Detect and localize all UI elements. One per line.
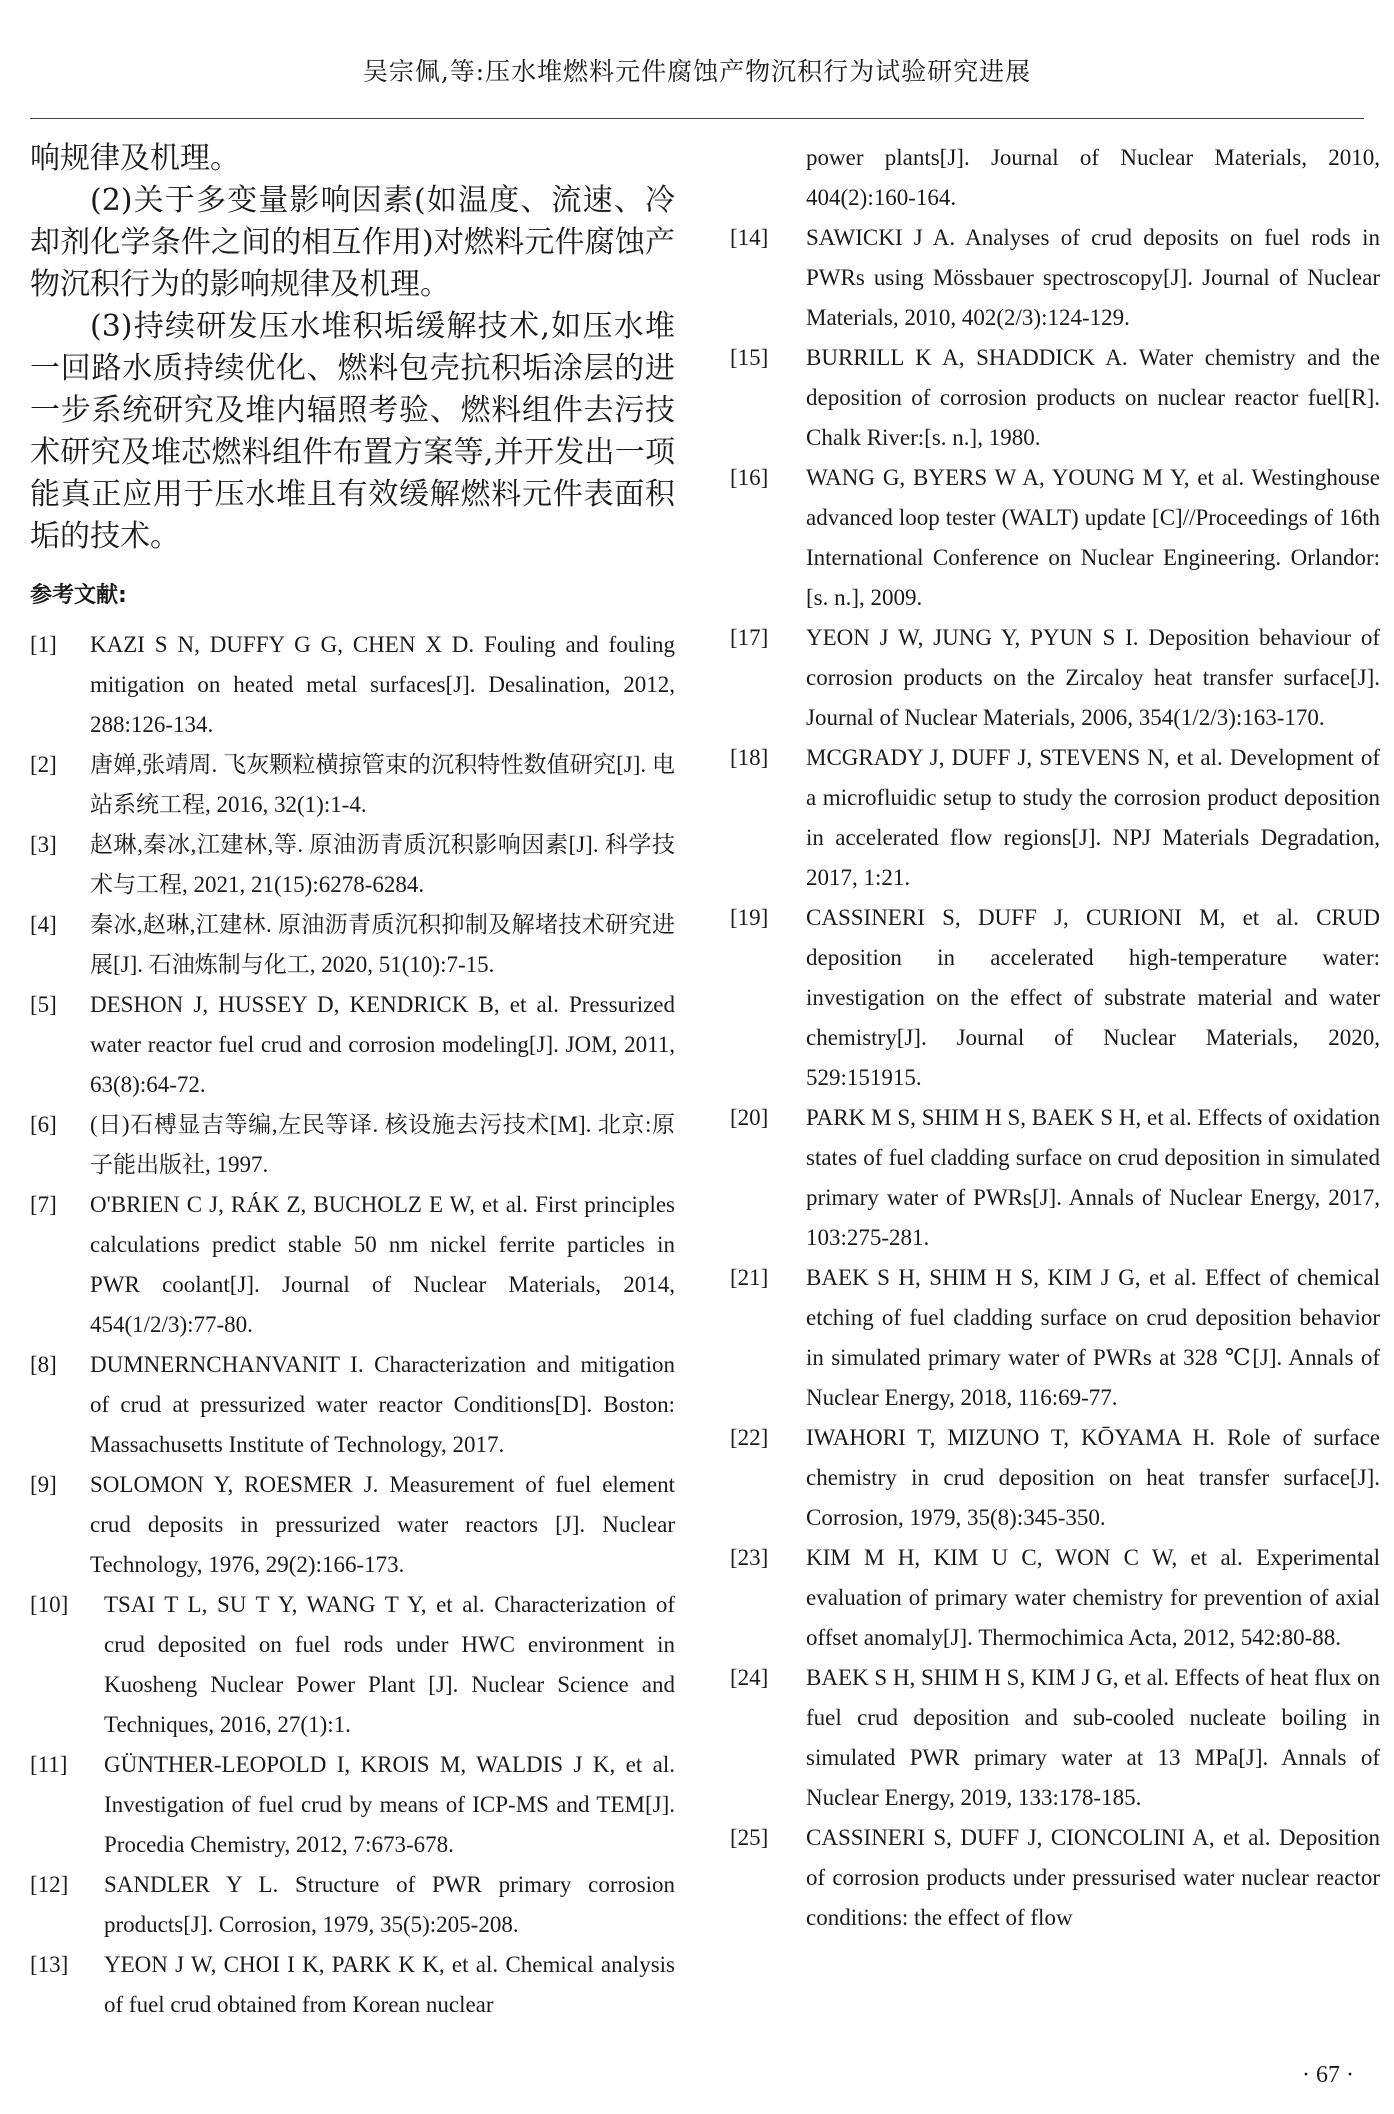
reference-number: [5] <box>30 992 57 1017</box>
reference-item <box>730 338 1380 458</box>
reference-number: [22] <box>730 1425 769 1450</box>
reference-text: SAWICKI J A. Analyses of crud deposits on fuel rods in PWRs using Mössbauer spectroscopy[J]. Journal of Nuclear Materials, 2010, 402(2/3):124-129. <box>806 225 1380 330</box>
references-heading: 参考文献: <box>30 583 127 608</box>
conclusion-text <box>30 138 675 558</box>
reference-number: [4] <box>30 912 57 937</box>
reference-item <box>730 1818 1380 1938</box>
reference-text: SOLOMON Y, ROESMER J. Measurement of fuel element crud deposits in pressurized water reactors [J]. Nuclear Technology, 1976, 29(2):166-173. <box>90 1472 675 1577</box>
reference-text: IWAHORI T, MIZUNO T, KŌYAMA H. Role of surface chemistry in crud deposition on heat transfer surface[J]. Corrosion, 1979, 35(8):345-350. <box>806 1425 1380 1530</box>
reference-text: PARK M S, SHIM H S, BAEK S H, et al. Effects of oxidation states of fuel cladding surface on crud deposition in simulated primary water of PWRs[J]. Annals of Nuclear Energy, 2017, 103:275-281. <box>806 1105 1380 1250</box>
reference-text: MCGRADY J, DUFF J, STEVENS N, et al. Development of a microfluidic setup to study the corrosion product deposition in accelerated flow regions[J]. NPJ Materials Degradation, 2017, 1:21. <box>806 745 1380 890</box>
reference-item <box>730 898 1380 1098</box>
reference-item <box>30 825 675 905</box>
reference-text: SANDLER Y L. Structure of PWR primary corrosion products[J]. Corrosion, 1979, 35(5):205-208. <box>104 1872 675 1937</box>
reference-number: [14] <box>730 225 769 250</box>
reference-item <box>30 985 675 1105</box>
reference-number: [20] <box>730 1105 769 1130</box>
reference-item <box>30 1465 675 1585</box>
reference-number: [18] <box>730 745 769 770</box>
reference-item <box>730 618 1380 738</box>
reference-item <box>730 1658 1380 1818</box>
reference-number: [7] <box>30 1192 57 1217</box>
reference-text: power plants[J]. Journal of Nuclear Materials, 2010, 404(2):160-164. <box>806 145 1380 210</box>
reference-text: CASSINERI S, DUFF J, CURIONI M, et al. CRUD deposition in accelerated high-temperature water: investigation on the effect of substrate material and water chemistry[J]. Journal of Nuclear Materials, 2020, 529:151915. <box>806 905 1380 1090</box>
reference-number: [2] <box>30 752 57 777</box>
reference-item <box>30 1865 675 1945</box>
left-column <box>30 138 675 2025</box>
reference-number: [25] <box>730 1825 769 1850</box>
reference-text: 秦冰,赵琳,江建林. 原油沥青质沉积抑制及解堵技术研究进展[J]. 石油炼制与化工, 2020, 51(10):7-15. <box>90 912 675 977</box>
reference-number: [19] <box>730 905 769 930</box>
reference-text: YEON J W, CHOI I K, PARK K K, et al. Chemical analysis of fuel crud obtained from Korean nuclear <box>104 1952 675 2017</box>
reference-number: [1] <box>30 632 57 657</box>
reference-item <box>30 1105 675 1185</box>
header-rule <box>30 118 1364 119</box>
paragraph-2: (2)关于多变量影响因素(如温度、流速、冷却剂化学条件之间的相互作用)对燃料元件腐蚀产物沉积行为的影响规律及机理。 <box>30 183 675 302</box>
reference-text: BAEK S H, SHIM H S, KIM J G, et al. Effects of heat flux on fuel crud deposition and sub-cooled nucleate boiling in simulated PWR primary water at 13 MPa[J]. Annals of Nuclear Energy, 2019, 133:178-185. <box>806 1665 1380 1810</box>
reference-number: [13] <box>30 1952 69 1977</box>
reference-continuation <box>730 138 1380 218</box>
reference-text: DESHON J, HUSSEY D, KENDRICK B, et al. Pressurized water reactor fuel crud and corrosion modeling[J]. JOM, 2011, 63(8):64-72. <box>90 992 675 1097</box>
reference-item <box>730 1418 1380 1538</box>
reference-item <box>30 625 675 745</box>
reference-item <box>30 905 675 985</box>
reference-number: [23] <box>730 1545 769 1570</box>
reference-item <box>30 1185 675 1345</box>
reference-item <box>30 1745 675 1865</box>
running-header: 吴宗佩,等:压水堆燃料元件腐蚀产物沉积行为试验研究进展 <box>362 57 1032 86</box>
reference-text: TSAI T L, SU T Y, WANG T Y, et al. Characterization of crud deposited on fuel rods under HWC environment in Kuosheng Nuclear Power Plant [J]. Nuclear Science and Techniques, 2016, 27(1):1. <box>104 1592 675 1737</box>
reference-text: KAZI S N, DUFFY G G, CHEN X D. Fouling and fouling mitigation on heated metal surfaces[J]. Desalination, 2012, 288:126-134. <box>90 632 675 737</box>
reference-number: [8] <box>30 1352 57 1377</box>
reference-number: [11] <box>30 1752 68 1777</box>
reference-text: DUMNERNCHANVANIT I. Characterization and mitigation of crud at pressurized water reactor Conditions[D]. Boston: Massachusetts Institute of Technology, 2017. <box>90 1352 675 1457</box>
reference-number: [21] <box>730 1265 769 1290</box>
page-number: · 67 · <box>1302 2062 1354 2088</box>
reference-item <box>730 218 1380 338</box>
reference-text: YEON J W, JUNG Y, PYUN S I. Deposition behaviour of corrosion products on the Zircaloy heat transfer surface[J]. Journal of Nuclear Materials, 2006, 354(1/2/3):163-170. <box>806 625 1380 730</box>
reference-text: KIM M H, KIM U C, WON C W, et al. Experimental evaluation of primary water chemistry for prevention of axial offset anomaly[J]. Thermochimica Acta, 2012, 542:80-88. <box>806 1545 1380 1650</box>
reference-item <box>730 458 1380 618</box>
reference-number: [9] <box>30 1472 57 1497</box>
reference-text: GÜNTHER-LEOPOLD I, KROIS M, WALDIS J K, et al. Investigation of fuel crud by means of ICP-MS and TEM[J]. Procedia Chemistry, 2012, 7:673-678. <box>104 1752 675 1857</box>
paragraph-3: (3)持续研发压水堆积垢缓解技术,如压水堆一回路水质持续优化、燃料包壳抗积垢涂层的进一步系统研究及堆内辐照考验、燃料组件去污技术研究及堆芯燃料组件布置方案等,并开发出一项能真正应用于压水堆且有效缓解燃料元件表面积垢的技术。 <box>30 309 675 554</box>
reference-item <box>30 1945 675 2025</box>
reference-item <box>730 1538 1380 1658</box>
reference-text: WANG G, BYERS W A, YOUNG M Y, et al. Westinghouse advanced loop tester (WALT) update [C]//Proceedings of 16th International Conference on Nuclear Engineering. Orlandor:[s. n.], 2009. <box>806 465 1380 610</box>
reference-text: O'BRIEN C J, RÁK Z, BUCHOLZ E W, et al. First principles calculations predict stable 50 nm nickel ferrite particles in PWR coolant[J]. Journal of Nuclear Materials, 2014, 454(1/2/3):77-80. <box>90 1192 675 1337</box>
reference-item <box>30 745 675 825</box>
reference-item <box>30 1585 675 1745</box>
reference-number: [16] <box>730 465 769 490</box>
reference-item <box>730 1098 1380 1258</box>
reference-item <box>730 1258 1380 1418</box>
reference-number: [17] <box>730 625 769 650</box>
reference-text: CASSINERI S, DUFF J, CIONCOLINI A, et al. Deposition of corrosion products under pressurised water nuclear reactor conditions: the effect of flow <box>806 1825 1380 1930</box>
reference-text: (日)石榑显吉等编,左民等译. 核设施去污技术[M]. 北京:原子能出版社, 1997. <box>90 1112 675 1177</box>
paragraph-continuation: 响规律及机理。 <box>30 141 240 176</box>
reference-list-right <box>730 138 1380 1938</box>
reference-number: [24] <box>730 1665 769 1690</box>
reference-list-left <box>30 625 675 2025</box>
reference-number: [6] <box>30 1112 57 1137</box>
reference-item <box>730 738 1380 898</box>
right-column <box>730 138 1380 1938</box>
reference-text: BAEK S H, SHIM H S, KIM J G, et al. Effect of chemical etching of fuel cladding surface on crud deposition behavior in simulated primary water of PWRs at 328 ℃[J]. Annals of Nuclear Energy, 2018, 116:69-77. <box>806 1265 1380 1410</box>
reference-text: 唐婵,张靖周. 飞灰颗粒横掠管束的沉积特性数值研究[J]. 电站系统工程, 2016, 32(1):1-4. <box>90 752 675 817</box>
reference-number: [12] <box>30 1872 69 1897</box>
reference-item <box>30 1345 675 1465</box>
reference-number: [10] <box>30 1592 69 1617</box>
reference-text: BURRILL K A, SHADDICK A. Water chemistry and the deposition of corrosion products on nuclear reactor fuel[R]. Chalk River:[s. n.], 1980. <box>806 345 1380 450</box>
reference-number: [3] <box>30 832 57 857</box>
reference-text: 赵琳,秦冰,江建林,等. 原油沥青质沉积影响因素[J]. 科学技术与工程, 2021, 21(15):6278-6284. <box>90 832 675 897</box>
reference-number: [15] <box>730 345 769 370</box>
